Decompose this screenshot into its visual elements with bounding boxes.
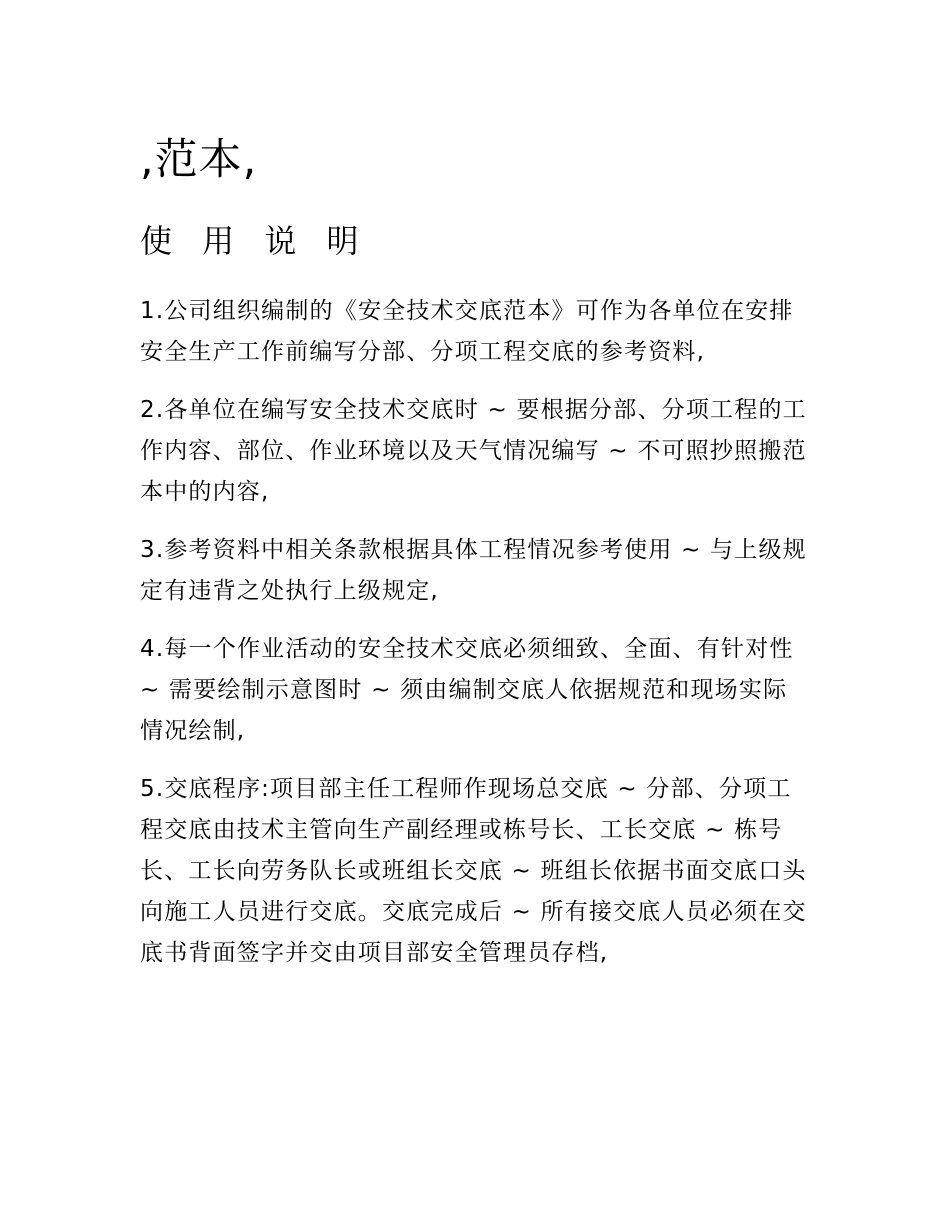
instruction-paragraph-4: 4.每一个作业活动的安全技术交底必须细致、全面、有针对性 ~ 需要绘制示意图时 ~ 须由编制交底人依据规范和现场实际情况绘制, [140,636,794,744]
instruction-list [140,291,810,974]
document-subtitle: 使 用 说 明 [140,222,369,260]
instruction-paragraph-1: 1.公司组织编制的《安全技术交底范本》可作为各单位在安排安全生产工作前编写分部、分项工程交底的参考资料, [140,298,794,365]
document-page [140,128,810,974]
instruction-paragraph-5: 5.交底程序:项目部主任工程师作现场总交底 ~ 分部、分项工程交底由技术主管向生产副经理或栋号长、工长交底 ~ 栋号长、工长向劳务队长或班组长交底 ~ 班组长依据书面交底口头向施工人员进行交底。交底完成后 ~ 所有接交底人员必须在交底书背面签字并交由项目部安全管理员存档, [140,776,807,966]
document-title: ,范本, [140,135,258,185]
instruction-paragraph-2: 2.各单位在编写安全技术交底时 ~ 要根据分部、分项工程的工作内容、部位、作业环境以及天气情况编写 ~ 不可照抄照搬范本中的内容, [140,397,807,505]
instruction-paragraph-3: 3.参考资料中相关条款根据具体工程情况参考使用 ~ 与上级规定有违背之处执行上级规定, [140,537,807,604]
